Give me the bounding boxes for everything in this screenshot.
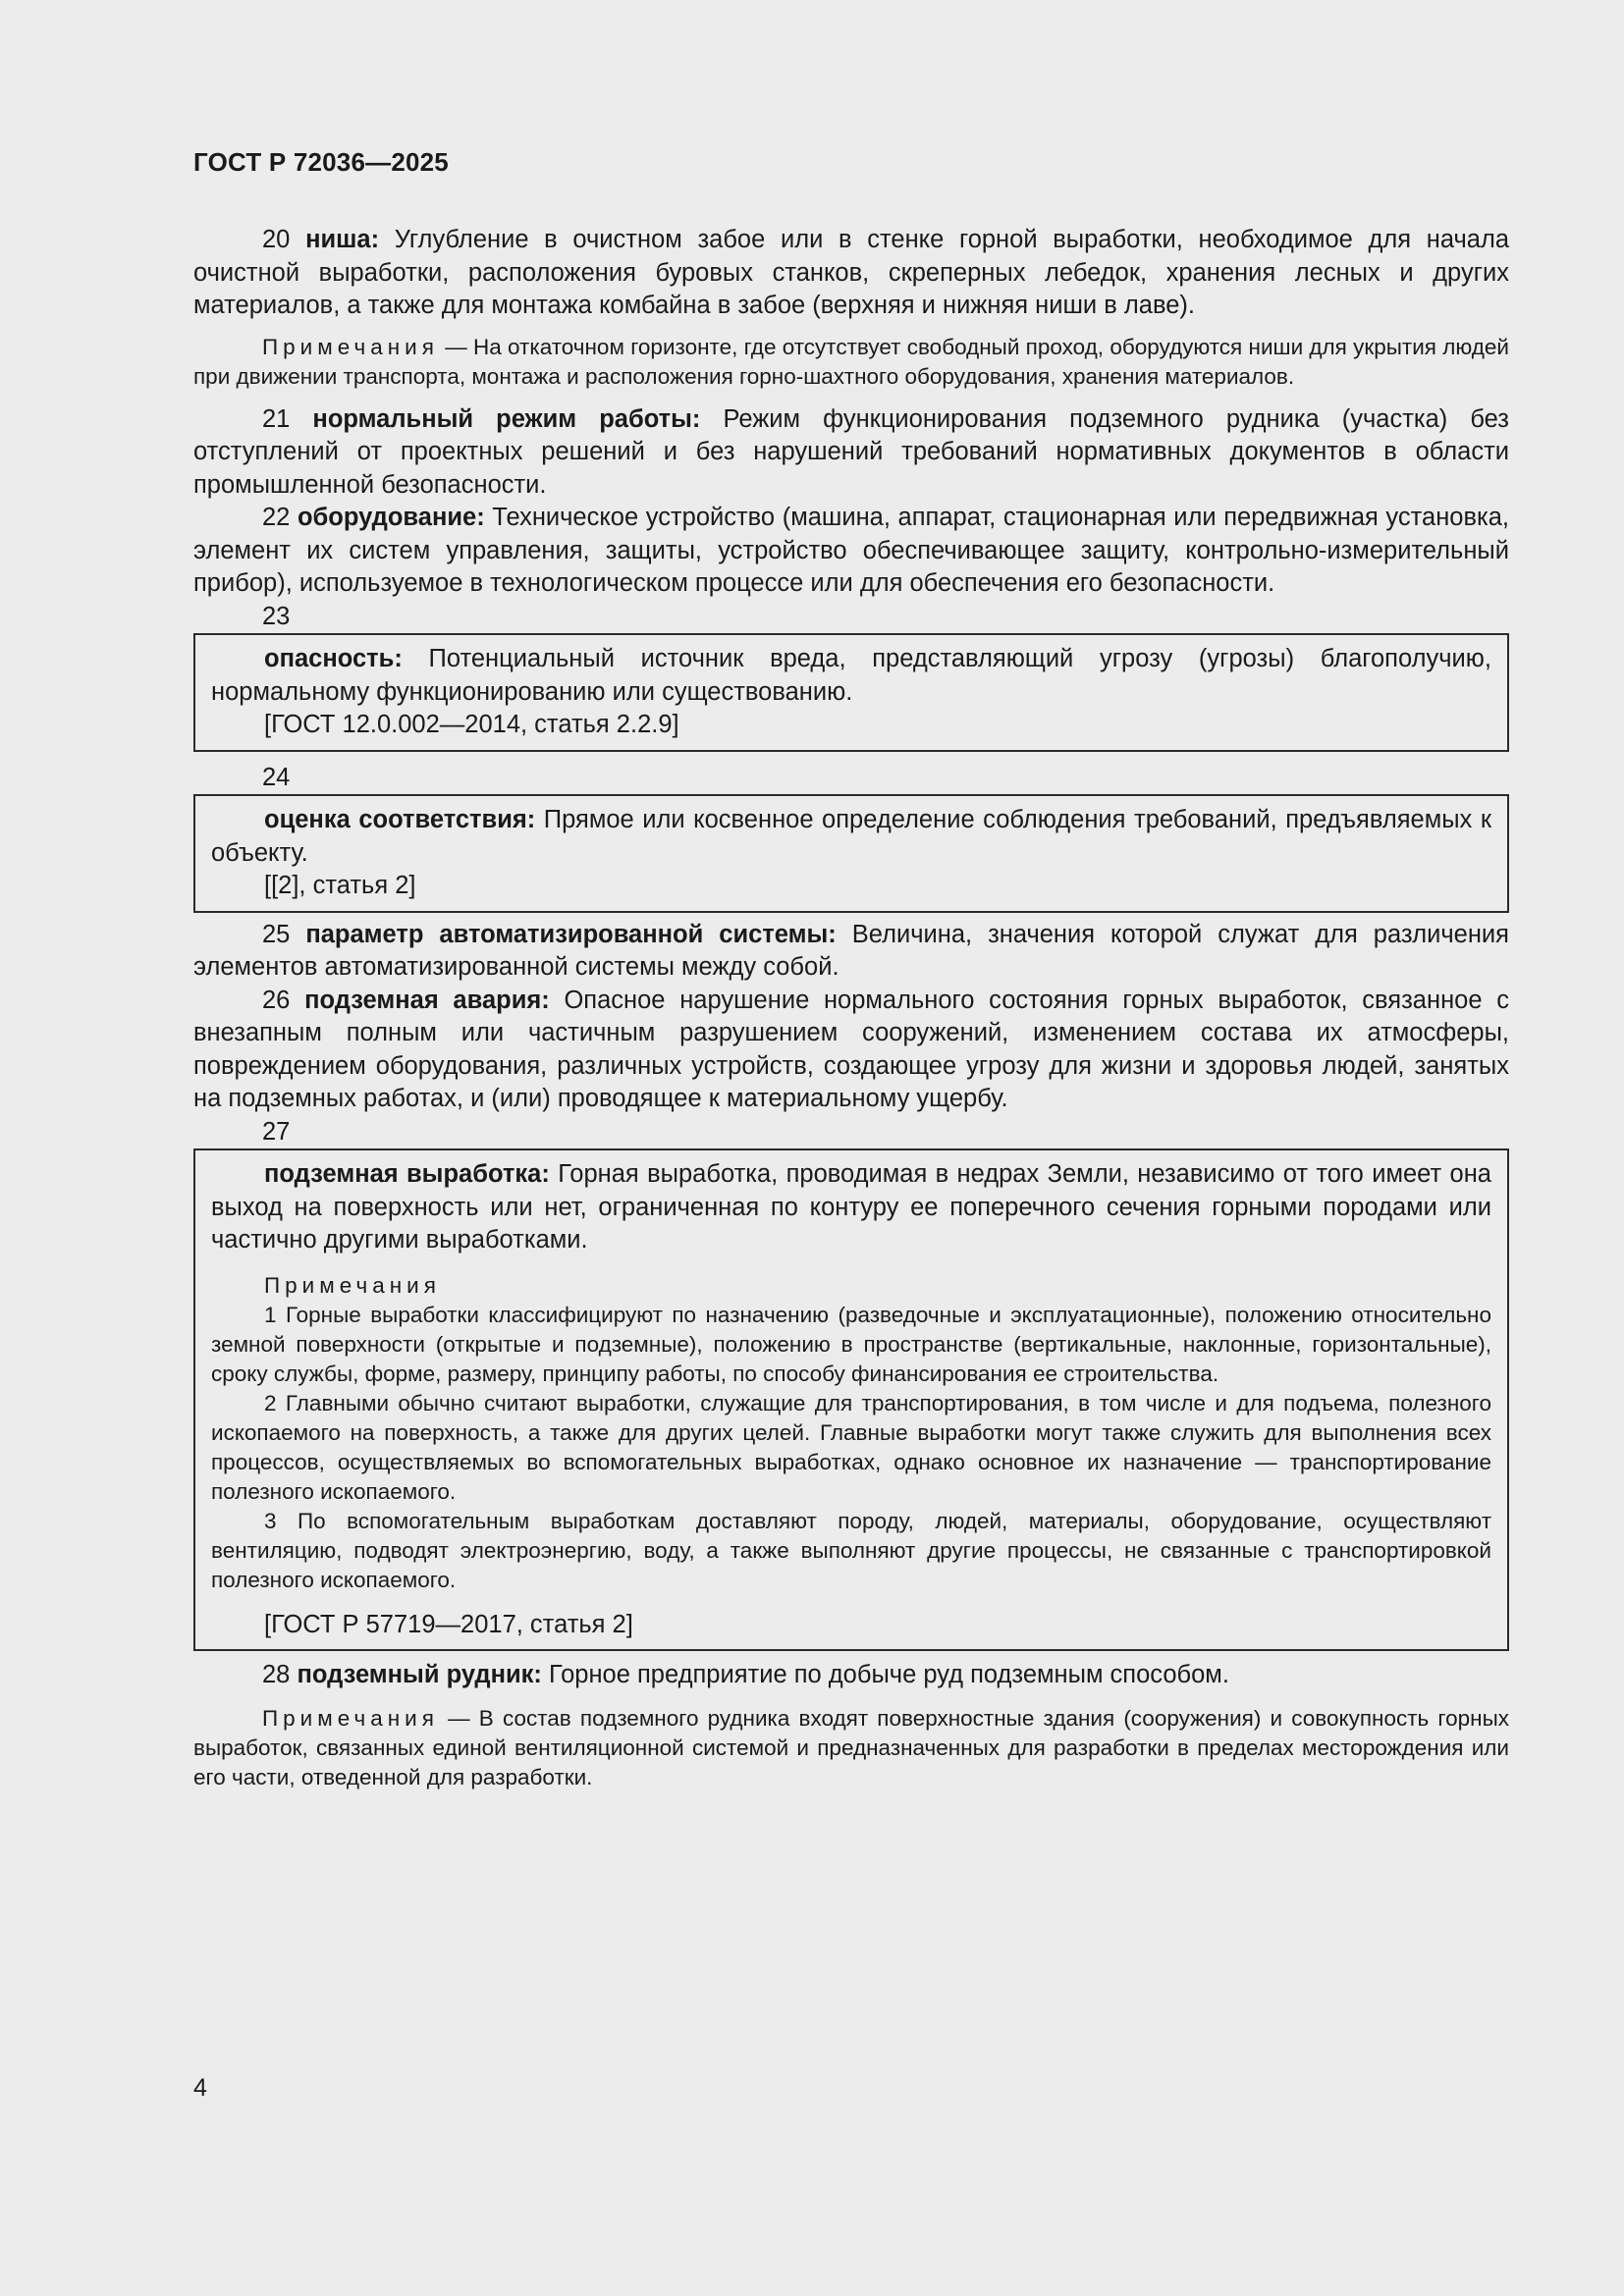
entry-20 xyxy=(193,224,1509,323)
entry-term: оборудование: xyxy=(297,504,485,531)
entry-definition: Величина, значения которой служат для различения элементов автоматизированной системы между собой. xyxy=(193,920,1509,981)
note-label: Примечания xyxy=(262,1705,439,1731)
entry-term: подземный рудник: xyxy=(297,1661,542,1688)
entry-27 xyxy=(211,1158,1491,1257)
entry-24-box xyxy=(193,794,1509,913)
entry-20-note xyxy=(193,333,1509,392)
entry-25 xyxy=(193,919,1509,985)
entry-definition: Горное предприятие по добыче руд подземным способом. xyxy=(549,1661,1229,1688)
entry-24 xyxy=(211,804,1491,870)
entry-term: подземная авария: xyxy=(304,986,550,1014)
entry-definition: Техническое устройство (машина, аппарат, стационарная или передвижная установка, элемент их систем управления, защиты, устройство обеспечивающее защиту, контрольно-измерительный прибор), используемое в технологическом процессе или для обеспечения его безопасности. xyxy=(193,504,1509,597)
entry-23 xyxy=(211,643,1491,709)
entry-term: подземная выработка: xyxy=(264,1160,550,1188)
entry-22 xyxy=(193,502,1509,601)
entry-term: оценка соответствия: xyxy=(264,806,536,833)
note-text: — На откаточном горизонте, где отсутствует свободный проход, оборудуются ниши для укрытия людей при движении транспорта, монтажа и расположения горно-шахтного оборудования, хранения материалов. xyxy=(193,334,1509,389)
entry-23-number: 23 xyxy=(262,602,291,630)
entry-definition: Режим функционирования подземного рудника (участка) без отступлений от проектных решений и без нарушений требований нормативных документов в области промышленной безопасности. xyxy=(193,404,1509,499)
entry-number: 25 xyxy=(262,920,291,948)
entry-term: опасность: xyxy=(264,645,403,672)
entry-definition: Горная выработка, проводимая в недрах Земли, независимо от того имеет она выход на поверхность или нет, ограниченная по контуру ее поперечного сечения горными породами или частично другими выработками. xyxy=(211,1160,1491,1254)
entry-definition: Потенциальный источник вреда, представляющий угрозу (угрозы) благополучию, нормальному функционированию или существованию. xyxy=(211,645,1491,706)
entry-source: [ГОСТ Р 57719—2017, статья 2] xyxy=(264,1610,633,1638)
page-number: 4 xyxy=(193,2074,207,2102)
document-header: ГОСТ Р 72036—2025 xyxy=(193,147,449,177)
entry-term: нормальный режим работы: xyxy=(312,404,701,433)
entry-26 xyxy=(193,985,1509,1116)
document-body xyxy=(193,224,1509,1792)
note-item: 1 Горные выработки классифицируют по назначению (разведочные и эксплуатационные), положению относительно земной поверхности (открытые и подземные), положению в пространстве (вертикальные, наклонные, горизонтальные), сроку службы, форме, размеру, принципу работы, по способу финансирования ее строительства. xyxy=(211,1302,1491,1386)
note-item: 2 Главными обычно считают выработки, служащие для транспортирования, в том числе и для подъема, полезного ископаемого на поверхность, а также для других целей. Главные выработки могут также служить для выполнения всех процессов, осуществляемых во вспомогательных выработках, однако основное их назначение — транспортирование полезного ископаемого. xyxy=(211,1390,1491,1504)
entry-28-note xyxy=(193,1704,1509,1792)
entry-27-number: 27 xyxy=(262,1117,291,1146)
note-label: Примечания xyxy=(262,334,439,359)
entry-24-number: 24 xyxy=(262,763,291,791)
entry-number: 28 xyxy=(262,1661,291,1688)
note-item: 3 По вспомогательным выработкам доставляют породу, людей, материалы, оборудование, осуществляют вентиляцию, подводят электроэнергию, воду, а также выполняют другие процессы, не связанные с транспортировкой полезного ископаемого. xyxy=(211,1508,1491,1592)
entry-21 xyxy=(193,403,1509,503)
entry-source: [ГОСТ 12.0.002—2014, статья 2.2.9] xyxy=(264,711,679,738)
entry-27-box xyxy=(193,1148,1509,1651)
entry-definition: Опасное нарушение нормального состояния горных выработок, связанное с внезапным полным или частичным разрушением сооружений, изменением состава их атмосферы, повреждением оборудования, различных устройств, создающее угрозу для жизни и здоровья людей, занятых на подземных работах, и (или) проводящее к материальному ущербу. xyxy=(193,986,1509,1112)
entry-number: 20 xyxy=(262,226,291,253)
note-text: — В состав подземного рудника входят поверхностные здания (сооружения) и совокупность горных выработок, связанных единой вентиляционной системой и предназначенных для разработки в пределах месторождения или его части, отведенной для разработки. xyxy=(193,1705,1509,1789)
entry-number: 26 xyxy=(262,986,291,1014)
entry-28 xyxy=(193,1659,1509,1692)
entry-term: параметр автоматизированной системы: xyxy=(305,920,837,948)
note-label: Примечания xyxy=(264,1272,441,1298)
entry-number: 21 xyxy=(262,404,291,433)
entry-23-box xyxy=(193,633,1509,752)
entry-definition: Углубление в очистном забое или в стенке горной выработки, необходимое для начала очистной выработки, расположения буровых станков, скреперных лебедок, хранения лесных и других материалов, а также для монтажа комбайна в забое (верхняя и нижняя ниши в лаве). xyxy=(193,226,1510,319)
entry-definition: Прямое или косвенное определение соблюдения требований, предъявляемых к объекту. xyxy=(211,806,1491,867)
entry-number: 22 xyxy=(262,504,291,531)
entry-source: [[2], статья 2] xyxy=(264,872,416,899)
entry-term: ниша: xyxy=(305,226,380,253)
